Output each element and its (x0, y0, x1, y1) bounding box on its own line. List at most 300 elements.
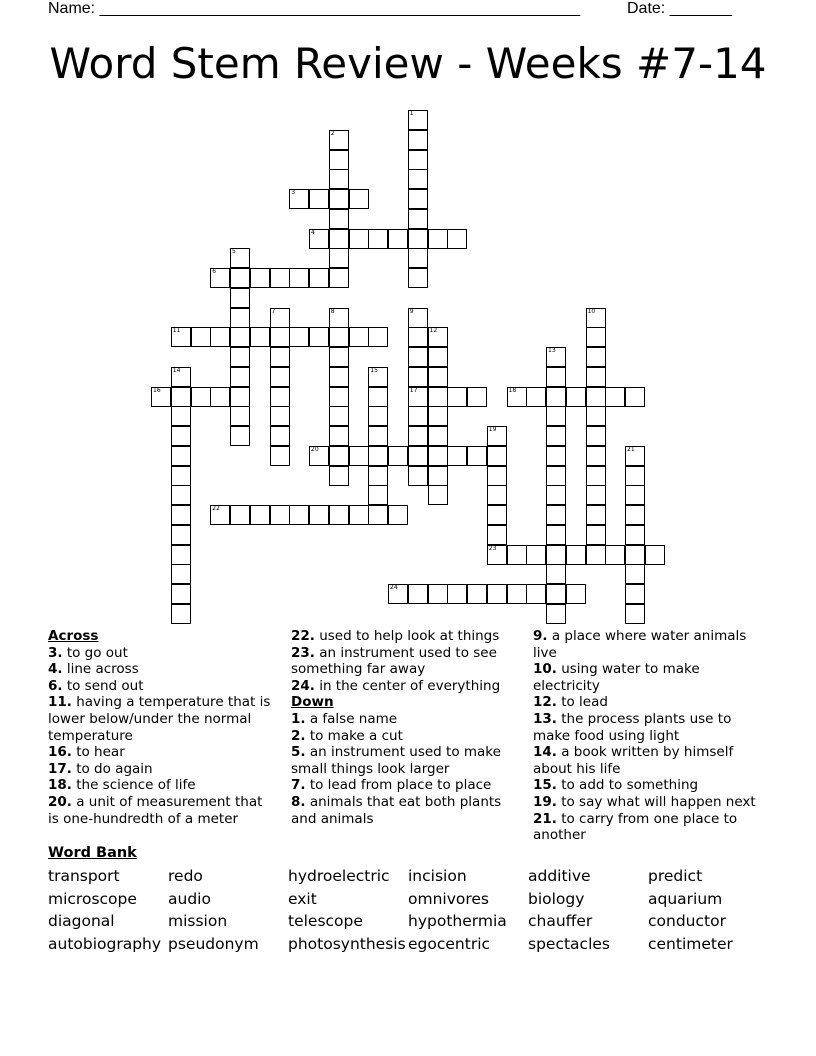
crossword-cell[interactable] (625, 485, 645, 505)
clue-number-label: 13. (533, 710, 557, 727)
word-bank-word: audio (168, 889, 211, 908)
crossword-cell[interactable] (625, 604, 645, 624)
clue-text: used to help look at things (314, 628, 500, 644)
clue-item (533, 694, 765, 711)
crossword-cell[interactable] (625, 564, 645, 584)
crossword-cell[interactable] (428, 327, 448, 347)
word-bank-heading: Word Bank (48, 845, 137, 861)
clue-text: line across (62, 661, 139, 678)
crossword-cell[interactable] (467, 446, 487, 466)
clue-text: a false name (305, 710, 398, 727)
clue-number: 4 (311, 228, 315, 236)
crossword-cell[interactable] (270, 446, 290, 466)
crossword-cell[interactable] (487, 545, 507, 565)
clue-number: 21 (627, 445, 635, 453)
clue-item (291, 728, 513, 745)
clue-item (533, 744, 765, 777)
word-bank-word: photosynthesis (288, 935, 406, 954)
clue-text: to lead (556, 694, 608, 711)
crossword-cell[interactable] (526, 584, 546, 604)
crossword-cell[interactable] (171, 446, 191, 466)
clue-item (533, 777, 765, 794)
crossword-cell[interactable] (408, 406, 428, 426)
clue-item (533, 794, 765, 811)
crossword-cell[interactable] (487, 485, 507, 505)
crossword-cell[interactable] (171, 327, 191, 347)
clue-number: 15 (370, 366, 378, 374)
clue-number-label: 15. (533, 777, 557, 794)
clue-number-label: 16. (48, 744, 72, 761)
crossword-cell[interactable] (586, 485, 606, 505)
crossword-cell[interactable] (625, 446, 645, 466)
crossword-cell[interactable] (329, 308, 349, 328)
crossword-cell[interactable] (349, 446, 369, 466)
crossword-cell[interactable] (408, 248, 428, 268)
word-bank-word: hypothermia (408, 912, 507, 931)
crossword-cell[interactable] (230, 426, 250, 446)
crossword-cell[interactable] (289, 189, 309, 209)
crossword-cell[interactable] (270, 268, 290, 288)
crossword-cell[interactable] (171, 367, 191, 387)
crossword-cell[interactable] (507, 387, 527, 407)
crossword-cell[interactable] (586, 308, 606, 328)
crossword-cell[interactable] (605, 387, 625, 407)
crossword-cell[interactable] (586, 446, 606, 466)
clue-number: 13 (548, 347, 556, 354)
crossword-cell[interactable] (487, 426, 507, 446)
crossword-cell[interactable] (546, 564, 566, 584)
crossword-cell[interactable] (329, 189, 349, 209)
crossword-cell[interactable] (250, 327, 270, 347)
crossword-cell[interactable] (428, 406, 448, 426)
clue-number: 18 (508, 386, 517, 394)
crossword-cell[interactable] (171, 426, 191, 446)
crossword-cell[interactable] (388, 584, 408, 604)
crossword-cell[interactable] (368, 367, 388, 387)
crossword-cell[interactable] (349, 229, 369, 249)
crossword-cell[interactable] (428, 446, 448, 466)
crossword-cell[interactable] (546, 367, 566, 387)
clue-item (291, 794, 513, 827)
crossword-cell[interactable] (408, 189, 428, 209)
clue-item (48, 777, 276, 794)
word-bank-word: chauffer (528, 912, 593, 931)
crossword-cell[interactable] (586, 327, 606, 347)
clue-number-label: 7. (291, 777, 306, 794)
clue-number-label: 1. (291, 710, 306, 727)
word-bank-word: redo (168, 867, 203, 885)
crossword-cell[interactable] (388, 229, 408, 249)
clue-number-label: 2. (291, 727, 306, 744)
crossword-cell[interactable] (625, 545, 645, 565)
clue-text: the process plants use to make food using light (533, 710, 732, 744)
crossword-cell[interactable] (526, 387, 546, 407)
crossword-cell[interactable] (349, 505, 369, 525)
crossword-cell[interactable] (349, 327, 369, 347)
clue-number-label: 3. (48, 644, 63, 661)
crossword-cell[interactable] (210, 327, 230, 347)
clue-number-label: 5. (291, 744, 306, 761)
crossword-cell[interactable] (368, 387, 388, 407)
crossword-cell[interactable] (230, 367, 250, 387)
crossword-cell[interactable] (191, 327, 211, 347)
crossword-cell[interactable] (171, 545, 191, 565)
crossword-cell[interactable] (447, 584, 467, 604)
crossword-cell[interactable] (428, 426, 448, 446)
word-bank-word: autobiography (48, 935, 162, 954)
crossword-cell[interactable] (546, 387, 566, 407)
word-bank-word: omnivores (408, 889, 490, 908)
clue-number: 17 (409, 386, 418, 394)
clue-number-label: 4. (48, 661, 63, 678)
word-bank-word: hydroelectric (288, 867, 390, 885)
crossword-cell[interactable] (329, 446, 349, 466)
clue-number-label: 10. (533, 661, 557, 678)
clue-number: 3 (291, 189, 296, 196)
clue-number-label: 17. (48, 760, 72, 777)
clue-text: to lead from place to place (305, 777, 492, 794)
clue-item (48, 744, 276, 761)
crossword-cell[interactable] (428, 367, 448, 387)
crossword-cell[interactable] (428, 485, 448, 505)
crossword-cell[interactable] (230, 327, 250, 347)
clue-number: 11 (172, 327, 181, 335)
clue-text: to carry from one place to another (533, 810, 738, 844)
clue-item (533, 628, 765, 661)
crossword-cell[interactable] (171, 564, 191, 584)
crossword-cell[interactable] (309, 446, 329, 466)
crossword-cell[interactable] (171, 466, 191, 486)
crossword-cell[interactable] (546, 466, 566, 486)
crossword-cell[interactable] (270, 367, 290, 387)
crossword-cell[interactable] (546, 446, 566, 466)
clue-number: 2 (330, 129, 335, 137)
crossword-cell[interactable] (289, 505, 309, 525)
crossword-cell[interactable] (546, 485, 566, 505)
crossword-cell[interactable] (191, 387, 211, 407)
crossword-cell[interactable] (329, 505, 349, 525)
crossword-cell[interactable] (408, 110, 428, 130)
crossword-cell[interactable] (230, 288, 250, 308)
crossword-cell[interactable] (428, 229, 448, 249)
word-bank-word: diagonal (48, 912, 115, 931)
clue-number: 10 (587, 307, 596, 315)
crossword-cell[interactable] (546, 525, 566, 545)
crossword-cell[interactable] (546, 426, 566, 446)
clue-item (48, 645, 276, 662)
crossword-cell[interactable] (250, 268, 270, 288)
crossword-cell[interactable] (329, 268, 349, 288)
crossword-cell[interactable] (368, 426, 388, 446)
crossword-cell[interactable] (447, 229, 467, 249)
clue-item (291, 711, 513, 728)
clue-number-label: 9. (533, 628, 548, 644)
crossword-cell[interactable] (408, 426, 428, 446)
date-line[interactable]: _______ (669, 0, 732, 17)
clue-number: 6 (212, 268, 217, 275)
crossword-cell[interactable] (368, 327, 388, 347)
crossword-cell[interactable] (586, 406, 606, 426)
crossword-cell[interactable] (329, 426, 349, 446)
crossword-cell[interactable] (329, 387, 349, 407)
crossword-cell[interactable] (487, 525, 507, 545)
clue-number-label: 20. (48, 793, 72, 810)
word-bank-word: additive (528, 867, 591, 885)
crossword-cell[interactable] (388, 505, 408, 525)
clue-number: 14 (172, 366, 181, 374)
crossword-cell[interactable] (408, 308, 428, 328)
crossword-cell[interactable] (546, 545, 566, 565)
crossword-cell[interactable] (507, 584, 527, 604)
crossword-cell[interactable] (428, 347, 448, 367)
crossword-cell[interactable] (428, 387, 448, 407)
clue-text: a book written by himself about his life (533, 744, 734, 777)
crossword-cell[interactable] (210, 268, 230, 288)
clue-item (533, 711, 765, 744)
crossword-cell[interactable] (487, 584, 507, 604)
clue-number: 9 (409, 307, 414, 315)
crossword-cell[interactable] (566, 545, 586, 565)
crossword-cell[interactable] (546, 347, 566, 367)
clue-item (48, 661, 276, 678)
clue-number: 24 (390, 584, 398, 591)
clue-item (533, 661, 765, 694)
crossword-cell[interactable] (546, 406, 566, 426)
clue-text: to add to something (556, 777, 699, 794)
crossword-cell[interactable] (625, 505, 645, 525)
clue-number-label: 18. (48, 777, 72, 794)
crossword-cell[interactable] (230, 248, 250, 268)
crossword-cell[interactable] (270, 347, 290, 367)
crossword-cell[interactable] (368, 446, 388, 466)
word-bank-word: microscope (48, 889, 137, 908)
crossword-cell[interactable] (408, 466, 428, 486)
crossword-cell[interactable] (447, 387, 467, 407)
crossword-cell[interactable] (309, 189, 329, 209)
clue-text: an instrument used to see something far away (291, 644, 497, 678)
word-bank-word: egocentric (408, 935, 491, 954)
word-bank-word: incision (408, 867, 467, 885)
clue-text: the science of life (71, 777, 196, 794)
crossword-cell[interactable] (586, 525, 606, 545)
crossword-cell[interactable] (507, 545, 527, 565)
crossword-cell[interactable] (467, 387, 487, 407)
crossword-cell[interactable] (329, 209, 349, 229)
crossword-cell[interactable] (210, 505, 230, 525)
name-line[interactable]: ______________________________________________________ (99, 0, 581, 17)
crossword-cell[interactable] (230, 347, 250, 367)
clue-text: having a temperature that is lower below/under the normal temperature (48, 694, 271, 744)
crossword-cell[interactable] (408, 327, 428, 347)
word-bank-word: centimeter (648, 935, 733, 954)
clue-number-label: 12. (533, 694, 557, 711)
crossword-cell[interactable] (586, 505, 606, 525)
clue-text: animals that eat both plants and animals (291, 793, 502, 827)
crossword-cell[interactable] (408, 584, 428, 604)
crossword-cell[interactable] (625, 525, 645, 545)
crossword-cell[interactable] (171, 525, 191, 545)
crossword-cell[interactable] (408, 446, 428, 466)
crossword-cell[interactable] (171, 505, 191, 525)
crossword-cell[interactable] (408, 150, 428, 170)
clue-number: 16 (153, 386, 161, 394)
crossword-cell[interactable] (270, 505, 290, 525)
crossword-cell[interactable] (368, 229, 388, 249)
crossword-cell[interactable] (329, 169, 349, 189)
crossword-cell[interactable] (289, 327, 309, 347)
crossword-cell[interactable] (368, 466, 388, 486)
clue-item (48, 794, 276, 827)
word-bank-word: conductor (648, 912, 726, 931)
clue-number-label: 19. (533, 793, 557, 810)
clue-number: 19 (488, 426, 497, 433)
date-field-label: Date: _______ (627, 0, 732, 17)
crossword-cell[interactable] (586, 387, 606, 407)
crossword-cell[interactable] (171, 387, 191, 407)
word-bank-word: pseudonym (168, 935, 259, 954)
crossword-cell[interactable] (329, 229, 349, 249)
crossword-cell[interactable] (270, 308, 290, 328)
crossword-cell[interactable] (368, 406, 388, 426)
crossword-cell[interactable] (171, 485, 191, 505)
clue-number-label: 6. (48, 677, 63, 694)
crossword-cell[interactable] (487, 446, 507, 466)
clue-text: to hear (71, 744, 125, 761)
word-bank-word: exit (288, 889, 317, 908)
crossword-cell[interactable] (487, 466, 507, 486)
crossword-cell[interactable] (408, 268, 428, 288)
down-heading: Down (291, 694, 334, 711)
clue-number: 12 (429, 327, 438, 335)
crossword-cell[interactable] (329, 248, 349, 268)
crossword-cell[interactable] (625, 466, 645, 486)
crossword-cell[interactable] (230, 308, 250, 328)
crossword-cell[interactable] (329, 367, 349, 387)
word-bank-word: predict (648, 867, 703, 885)
clue-item (291, 645, 513, 678)
crossword-cell[interactable] (309, 268, 329, 288)
crossword-cell[interactable] (546, 505, 566, 525)
clue-item (48, 678, 276, 695)
crossword-cell[interactable] (586, 367, 606, 387)
crossword-cell[interactable] (388, 446, 408, 466)
crossword-cell[interactable] (309, 327, 329, 347)
crossword-cell[interactable] (566, 387, 586, 407)
crossword-cell[interactable] (586, 545, 606, 565)
clue-text: a unit of measurement that is one-hundredth of a meter (48, 793, 263, 827)
crossword-cell[interactable] (329, 150, 349, 170)
crossword-cell[interactable] (309, 229, 329, 249)
clue-number-label: 8. (291, 793, 306, 810)
crossword-cell[interactable] (151, 387, 171, 407)
crossword-cell[interactable] (171, 406, 191, 426)
crossword-cell[interactable] (349, 189, 369, 209)
crossword-cell[interactable] (230, 387, 250, 407)
crossword-cell[interactable] (428, 584, 448, 604)
crossword-cell[interactable] (408, 387, 428, 407)
clue-item (291, 744, 513, 777)
crossword-cell[interactable] (586, 426, 606, 446)
crossword-cell[interactable] (270, 426, 290, 446)
word-bank-word: aquarium (648, 889, 723, 908)
crossword-cell[interactable] (625, 584, 645, 604)
word-bank-word: mission (168, 912, 228, 931)
crossword-cell[interactable] (526, 545, 546, 565)
crossword-cell[interactable] (171, 584, 191, 604)
crossword-cell[interactable] (487, 505, 507, 525)
crossword-cell[interactable] (309, 505, 329, 525)
clue-text: using water to make electricity (533, 661, 700, 694)
crossword-cell[interactable] (329, 347, 349, 367)
crossword-cell[interactable] (546, 604, 566, 624)
crossword-cell[interactable] (368, 485, 388, 505)
crossword-cell[interactable] (289, 268, 309, 288)
clue-text: a place where water animals live (533, 628, 747, 661)
crossword-cell[interactable] (230, 505, 250, 525)
clue-item (533, 811, 765, 844)
crossword-cell[interactable] (467, 584, 487, 604)
clue-number: 20 (311, 445, 319, 453)
clues-column-3 (533, 628, 765, 844)
crossword-cell[interactable] (171, 604, 191, 624)
clue-number-label: 22. (291, 628, 315, 644)
crossword-cell[interactable] (605, 545, 625, 565)
clue-number-label: 14. (533, 744, 557, 761)
crossword-cell[interactable] (408, 209, 428, 229)
crossword-cell[interactable] (329, 130, 349, 150)
crossword-cell[interactable] (329, 466, 349, 486)
page-title: Word Stem Review - Weeks #7-14 (49, 39, 767, 88)
crossword-cell[interactable] (408, 347, 428, 367)
clue-number: 23 (488, 544, 497, 552)
clue-text: to do again (71, 760, 153, 777)
crossword-cell[interactable] (586, 347, 606, 367)
clue-text: in the center of everything (314, 677, 501, 694)
crossword-cell[interactable] (230, 268, 250, 288)
crossword-cell[interactable] (329, 327, 349, 347)
crossword-cell[interactable] (408, 367, 428, 387)
crossword-cell[interactable] (368, 505, 388, 525)
crossword-cell[interactable] (250, 505, 270, 525)
crossword-cell[interactable] (408, 130, 428, 150)
clue-number: 22 (212, 505, 220, 512)
clue-item (48, 761, 276, 778)
crossword-cell[interactable] (447, 446, 467, 466)
crossword-cell[interactable] (428, 466, 448, 486)
word-bank-word: spectacles (528, 935, 610, 954)
crossword-cell[interactable] (210, 387, 230, 407)
crossword-cell[interactable] (566, 584, 586, 604)
crossword-cell[interactable] (230, 406, 250, 426)
crossword-cell[interactable] (270, 327, 290, 347)
clue-text: to say what will happen next (556, 793, 756, 810)
name-field-label: Name: ______________________________________________________ (48, 0, 581, 17)
crossword-cell[interactable] (408, 169, 428, 189)
crossword-cell[interactable] (270, 387, 290, 407)
crossword-cell[interactable] (329, 406, 349, 426)
clue-number: 1 (409, 110, 414, 117)
crossword-cell[interactable] (546, 584, 566, 604)
clue-number: 5 (232, 248, 236, 256)
crossword-cell[interactable] (270, 406, 290, 426)
word-bank-word: transport (48, 867, 120, 885)
crossword-cell[interactable] (408, 229, 428, 249)
crossword-cell[interactable] (586, 466, 606, 486)
clue-item (291, 678, 513, 695)
crossword-cell[interactable] (645, 545, 665, 565)
clues-column-1 (48, 628, 276, 827)
crossword-cell[interactable] (625, 387, 645, 407)
